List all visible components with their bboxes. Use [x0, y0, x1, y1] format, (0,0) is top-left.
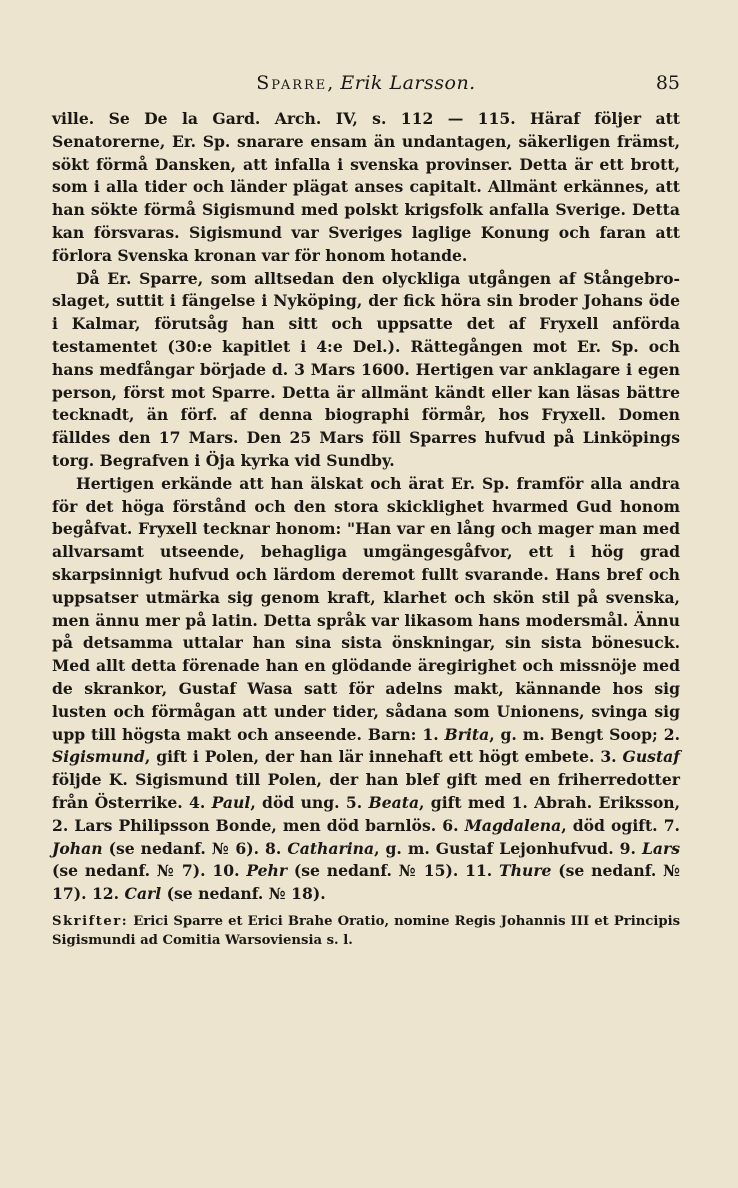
child-name: Johan: [52, 838, 103, 858]
child-text: , g. m. Gustaf Lejonhufvud.: [374, 838, 614, 858]
paragraph-1: ville. Se De la Gard. Arch. IV, s. 112 — 115. Häraf följer att Senatorerne, Er. Sp. snarare ensam än undantagen, säkerligen främst, sökt förmå Dansken, att infalla i svenska provinser. Detta är ett brott, som i alla tider och länder plägat anses capitalt. Allmänt erkännes, att han sökte förmå Sigismund med polskt krigsfolk anfalla Sverige. Detta kan försvaras. Sigismund var Sveriges laglige Konung och faran att förlora Svenska kronan var för honom hotande.: [52, 109, 680, 265]
child-name: Magdalena: [464, 815, 562, 835]
child-text: , död ung.: [250, 792, 340, 812]
paragraph-3-text: Hertigen erkände att han älskat och ärat Er. Sp. framför alla andra för det höga förstånd och den stora skicklighet hvarmed Gud honom begåfvat. Fryxell tecknar honom: "Han var en lång och mager man med allvarsamt utseende, behagliga umgängesgåfvor, ett i hög grad skarpsinnigt hufvud och lärdom deremot fullt svarande. Hans bref och uppsatser utmärka sig genom kraft, klarhet och skön stil på svenska, men ännu mer på latin. Detta språk var likasom hans modersmål. Ännu på detsamma uttalar han sina sista önskningar, sin sista bönesuck. Med allt detta förenade han en glödande äregirighet och missnöje med de skrankor, Gustaf Wasa satt för adelns makt, kännande hos sig lusten och förmågan att under tider, sådana som Unionens, svinga sig upp till högsta makt och anseende. Barn:: [52, 473, 680, 744]
child-text: , gift i Polen, der han lär innehaft ett högt embete.: [144, 747, 595, 767]
footnote-text: Erici Sparre et Erici Brahe Oratio, nomine Regis Johannis III et Principis Sigismundi ad Comitia Warsoviensia s. l.: [52, 913, 681, 948]
child-number: 10.: [212, 861, 240, 881]
book-page: [52, 72, 680, 950]
running-title-given-name: Erik Larsson.: [340, 72, 476, 94]
child-number: 4.: [189, 792, 206, 812]
child-text: (se nedanf. № 6).: [102, 838, 260, 858]
child-name: Sigismund: [52, 747, 145, 767]
children-list: [52, 725, 680, 904]
footnote-label: Skrifter:: [52, 913, 129, 929]
body-text: [52, 108, 680, 906]
child-number: 1.: [422, 724, 439, 744]
child-name: Carl: [124, 884, 162, 904]
child-number: 9.: [619, 838, 636, 858]
running-title-surname: Sparre: [256, 72, 328, 94]
child-text: (se nedanf. № 17).: [52, 861, 681, 904]
child-name: Paul: [211, 792, 251, 812]
child-text: (se nedanf. № 15).: [287, 861, 459, 881]
child-entry: [265, 839, 614, 858]
child-number: 7.: [663, 815, 680, 835]
child-name: Thure: [499, 861, 552, 881]
child-number: 8.: [265, 838, 282, 858]
child-name: Brita: [444, 724, 490, 744]
paragraph-2: Då Er. Sparre, som alltsedan den olyckliga utgången af Stångebro-slaget, suttit i fängelse i Nyköping, der fick höra sin broder Johans öde i Kalmar, förutsåg han sitt och uppsatte det af Fryxell anförda testamentet (30:e kapitlet i 4:e Del.). Rättegången mot Er. Sp. och hans medfångar började d. 3 Mars 1600. Hertigen var anklagare i egen person, först mot Sparre. Detta är allmänt kändt eller kan läsas bättre tecknadt, än förf. af denna biographi förmår, hos Fryxell. Domen fälldes den 17 Mars. Den 25 Mars föll Sparres hufvud på Linköpings torg. Begrafven i Öja kyrka vid Sundby.: [52, 268, 680, 470]
child-text: (se nedanf. № 7).: [52, 861, 206, 881]
child-entry: [212, 861, 458, 880]
child-text: , g. m. Bengt Soop;: [489, 724, 658, 744]
child-name: Catharina: [287, 838, 375, 858]
running-head: [52, 72, 680, 100]
child-entry: [189, 793, 340, 812]
child-text: , gift med 1. Abrah. Eriksson, 2. Lars Philipsson Bonde, men död barnlös.: [52, 792, 681, 835]
child-name: Lars: [641, 838, 681, 858]
child-name: Pehr: [246, 861, 288, 881]
footnote-skrifter: [52, 912, 680, 950]
child-text: följde K. Sigismund till Polen, der han blef gift med en friherredotter från Österrike.: [52, 770, 680, 812]
child-entry: [442, 816, 657, 835]
paragraph-3: [52, 473, 680, 906]
child-number: 6.: [442, 815, 459, 835]
child-entry: [92, 884, 326, 903]
child-number: 5.: [345, 792, 363, 812]
child-text: , död ogift.: [561, 815, 658, 835]
child-number: 12.: [91, 884, 120, 904]
page-number: 85: [655, 72, 680, 94]
child-text: (se nedanf. № 18).: [161, 884, 326, 904]
running-title: Sparre, Erik Larsson.: [256, 72, 476, 94]
child-number: 2.: [663, 724, 680, 744]
child-number: 11.: [465, 861, 493, 881]
child-entry: [422, 725, 657, 744]
child-number: 3.: [600, 747, 617, 767]
child-name: Beata: [368, 792, 420, 812]
child-name: Gustaf: [622, 747, 680, 767]
